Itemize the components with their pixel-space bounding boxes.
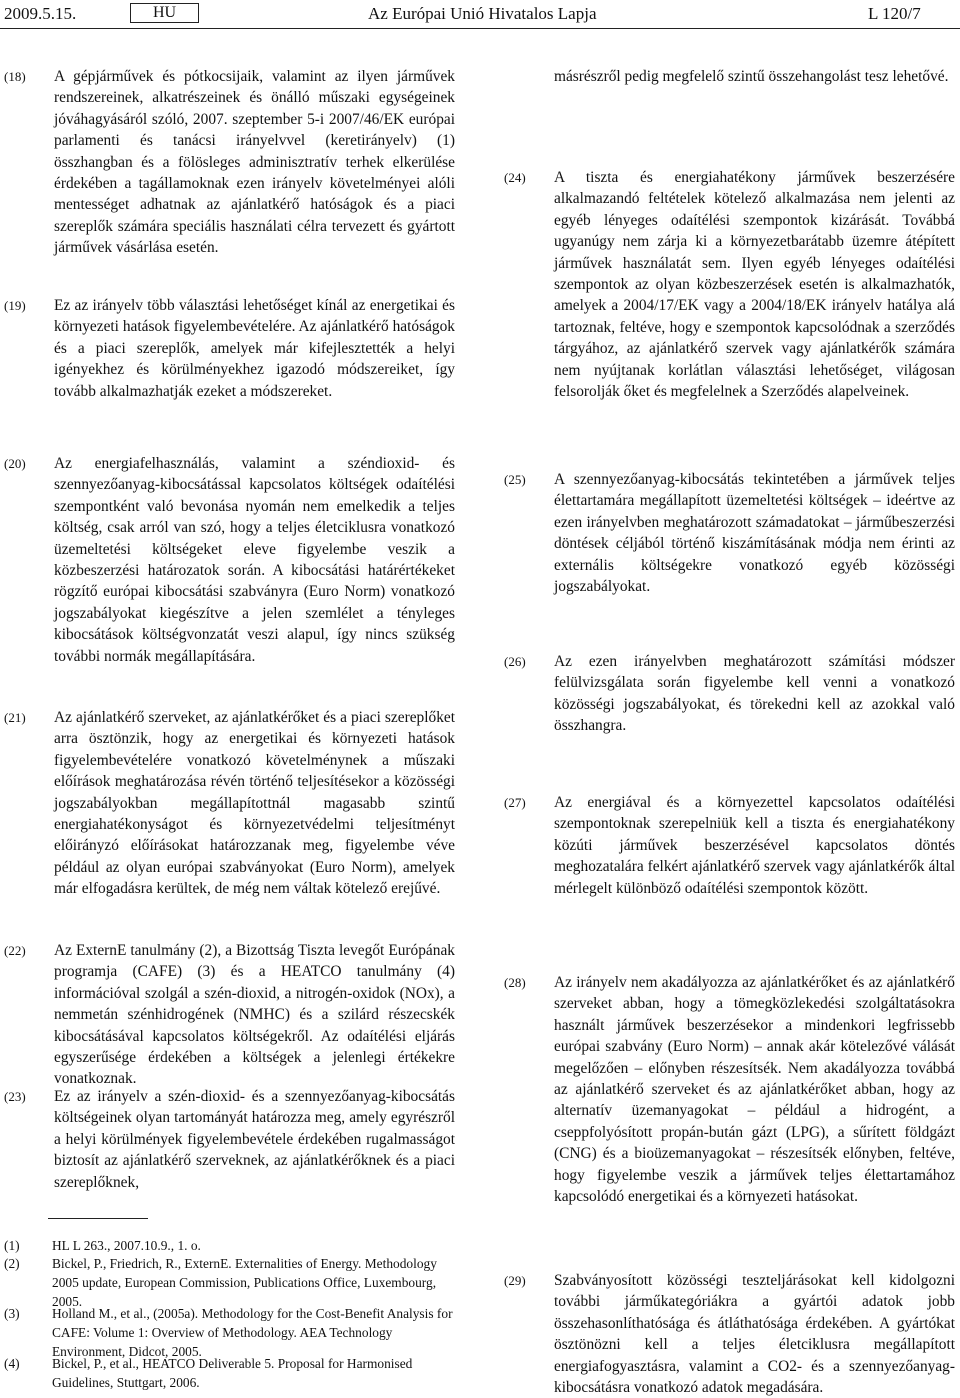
paragraph-number: (21) xyxy=(4,710,26,725)
paragraph-text: Az energiával és a környezettel kapcsolatos odaítélési szempontoknak szerepelniük kell a tiszta és energiahatékony közúti járművek beszerzésével kapcsolatos döntés meghozatalára felkért ajánlatkérő szervek vagy ajánlatkérők által mérlegelt különböző odaítélési szempontok között. xyxy=(554,794,955,897)
paragraph-number: (23) xyxy=(4,1089,26,1104)
header-rule xyxy=(0,28,960,29)
footnote-text: Holland M., et al., (2005a). Methodology for the Cost-Benefit Analysis for CAFE: Volume 1: Overview of Methodology. AEA Technology Environment, Didcot, 2005. xyxy=(52,1306,453,1360)
language-badge: HU xyxy=(130,3,199,23)
paragraph-text: Az energiafelhasználás, valamint a széndioxid- és szennyezőanyag-kibocsátással kapcsolatos költségek odaítélési szempontként való bevonása nyomán nem emelkedik a teljes költség, csak arról van szó, hogy a teljes életciklusra vonatkozó üzemeltetési költségeket eleve figyelembe veszik a közbeszerzési határozatok során. A kibocsátási határértékeket rögzítő európai kibocsátási szabványra (Euro Norm) vonatkozó jogszabályokat kiegészítve a jelen szemlélet a tényleges kibocsátások költségvonzatát veszi alapul, így nincs szükség további normák megállapítására. xyxy=(54,455,455,665)
paragraph-text: Az ExternE tanulmány (2), a Bizottság Tiszta levegőt Európának programja (CAFE) (3) és a HEATCO tanulmány (4) információval szolgál a szén-dioxid, a nitrogén-oxidok (NOx), a nemmetán szénhidrogének (NMHC) és a szilárd részecskék kibocsátásával kapcsolatos költségekről. Az odaítélési eljárás egyszerűsége érdekében a költségek a jelenlegi értékekre vonatkoznak. xyxy=(54,942,455,1088)
paragraph-text: A szennyezőanyag-kibocsátás tekintetében a járművek teljes élettartamára megállapított üzemeltetési költségek – ideértve az ezen irányelvben meghatározott számadatokat – járműbeszerzési döntések céljából történő kiszámításának módja nem érinti az externális költségekre vonatkozó egyéb közösségi jogszabályokat. xyxy=(554,471,955,596)
footnote-text: HL L 263., 2007.10.9., 1. o. xyxy=(52,1238,201,1253)
paragraph-text: A tiszta és energiahatékony járművek beszerzésére alkalmazandó feltételek kötelező alkalmazása nem jelenti az egyéb lényeges odaítélési szempontok kizárását. Továbbá ugyanúgy nem zárja ki a környezetbarátabb üzemre átépített járművek használatát sem. Ilyen egyéb lényeges odaítélési szempontok az olyan közbeszerzések esetén is alkalmazhatók, amelyek a 2004/17/EK vagy a 2004/18/EK irányelv hatálya alá tartoznak, feltéve, hogy e szempontok kapcsolódnak a szerződés tárgyához, az ajánlatkérő szervek vagy ajánlatkérők számára nem nyújtanak korlátlan választási lehetőséget, világosan felsorolják őket és megfelelnek a Szerződés alapelveinek. xyxy=(554,169,955,401)
paragraph-text: Ez az irányelv a szén-dioxid- és a szennyezőanyag-kibocsátás költségeinek olyan tartományát határozza meg, amely egyrészről a helyi körülmények figyelembevétele érdekében rugalmasságot biztosít az ajánlatkérő szerveknek, az ajánlatkérőknek és a piaci szereplőknek, xyxy=(54,1088,455,1191)
paragraph-number: (22) xyxy=(4,943,26,958)
journal-title: Az Európai Unió Hivatalos Lapja xyxy=(368,4,597,23)
footnote-rule xyxy=(48,1218,148,1219)
page-number: L 120/7 xyxy=(868,4,921,23)
header-date: 2009.5.15. xyxy=(4,4,77,23)
paragraph-text: Az ezen irányelvben meghatározott számítási módszer felülvizsgálata során figyelembe kell venni a vonatkozó közösségi jogszabályokat, és törekedni kell az azokkal való összhangra. xyxy=(554,653,955,735)
paragraph-number: (28) xyxy=(504,975,526,990)
paragraph-number: (27) xyxy=(504,795,526,810)
footnote-number: (1) xyxy=(4,1238,20,1253)
footnote-text: Bickel, P., Friedrich, R., ExternE. Externalities of Energy. Methodology 2005 update, European Commission, Publications Office, Luxembourg, 2005. xyxy=(52,1256,437,1310)
footnote-number: (4) xyxy=(4,1356,20,1371)
paragraph-number: (18) xyxy=(4,69,26,84)
paragraph-number: (29) xyxy=(504,1273,526,1288)
page-header xyxy=(0,0,960,30)
paragraph-text: másrészről pedig megfelelő szintű összehangolást tesz lehetővé. xyxy=(554,68,949,85)
paragraph-number: (25) xyxy=(504,472,526,487)
footnote-text: Bickel, P., et al., HEATCO Deliverable 5. Proposal for Harmonised Guidelines, Stuttgart, 2006. xyxy=(52,1356,413,1391)
paragraph-text: Ez az irányelv több választási lehetőséget kínál az energetikai és környezeti hatások figyelembevételére. Az ajánlatkérő hatóságok és a piaci szereplők, amelyek már kifejlesztették a helyi igényekhez és körülményekhez igazodó módszereiket, így tovább alkalmazhatják ezeket a módszereket. xyxy=(54,297,455,400)
paragraph-number: (26) xyxy=(504,654,526,669)
paragraph-number: (20) xyxy=(4,456,26,471)
paragraph-text: Az ajánlatkérő szerveket, az ajánlatkérőket és a piaci szereplőket arra ösztönzik, hogy az energetikai és környezeti hatások figyelembevételére vonatkozó követelménynek a műszaki előírások meghatározása révén történő teljesítésekor a közösségi jogszabályokban megállapítottnál magasabb szintű energiahatékonyságot és környezetvédelmi teljesítményt előirányzó előírásokat határozzanak meg, figyelembe véve például az olyan európai szabványokat (Euro Norm), amelyek már elfogadásra kerültek, de még nem váltak kötelező erejűvé. xyxy=(54,709,455,898)
paragraph-text: Szabványosított közösségi teszteljárásokat kell kidolgozni további járműkategóriákra a gyártói adatok jobb összehasonlíthatósága és átláthatósága érdekében. A gyártókat ösztönözni kell a teljes életciklusra megállapított energiafogyasztásra, valamint a CO2- és a szennyezőanyag-kibocsátásra vonatkozó adatok megadására. xyxy=(554,1272,955,1397)
paragraph-text: A gépjárművek és pótkocsijaik, valamint az ilyen járművek rendszereinek, alkatrészeinek és önálló műszaki egységeinek jóváhagyásáról szóló, 2007. szeptember 5-i 2007/46/EK európai parlamenti és tanácsi irányelvvel (keretirányelv) (1) összhangban és a fölösleges adminisztratív terhek elkerülése érdekében a tagállamoknak ezen irányelv követelményei alóli mentességet adhatnak az ajánlatkérő hatóságok és a piaci szereplők számára speciális használati célra tervezett és gyártott járművek vásárlása esetén. xyxy=(54,68,455,257)
footnote-number: (3) xyxy=(4,1306,20,1321)
paragraph-number: (19) xyxy=(4,298,26,313)
paragraph-text: Az irányelv nem akadályozza az ajánlatkérőket és az ajánlatkérő szerveket abban, hogy a tömegközlekedési szolgáltatásokra használt járművek beszerzésekor a mindenkori legfrissebb európai szabvány (Euro Norm) – annak akár kötelezővé válását megelőzően – előnyben részesítsék. Nem akadályozza továbbá az ajánlatkérő szerveket és az ajánlatkérőket abban, hogy az alternatív üzemanyagokat – például a hidrogént, a cseppfolyósított propán-bután gázt (LPG), a sűrített földgázt (CNG) és a bioüzemanyagokat – részesítsék előnyben, feltéve, hogy figyelembe veszik a járművek teljes élettartamához kapcsolódó energetikai és a környezeti hatásokat. xyxy=(554,974,955,1206)
footnote-number: (2) xyxy=(4,1256,20,1271)
paragraph-number: (24) xyxy=(504,170,526,185)
